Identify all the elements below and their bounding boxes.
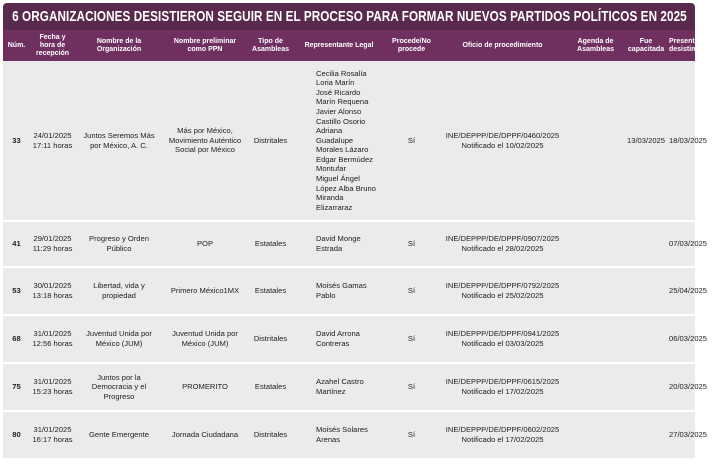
- cell-nombre-ppn: Más por México, Movimiento Auténtico Social por México: [163, 61, 247, 221]
- col-header-representante: Representante Legal: [294, 30, 384, 61]
- cell-procede: Sí: [384, 221, 439, 267]
- cell-organizacion: Juntos por la Democracia y el Progreso: [75, 363, 163, 411]
- cell-representante: [294, 221, 384, 267]
- cell-capacitada: 13/03/2025: [625, 61, 667, 221]
- fecha-time: 12:56 horas: [32, 339, 73, 348]
- cell-nombre-ppn: PROMERITO: [163, 363, 247, 411]
- fecha-time: 16:17 horas: [32, 435, 73, 444]
- cell-tipo: Estatales: [247, 363, 294, 411]
- oficio-number: INE/DEPPP/DE/DPPF/0792/2025: [445, 281, 560, 291]
- cell-representante: [294, 267, 384, 315]
- col-header-agenda: Agenda de Asambleas: [566, 30, 625, 61]
- representante-line: Pablo: [316, 291, 336, 300]
- oficio-notificado: Notificado el 17/02/2025: [461, 435, 544, 444]
- oficio-number: INE/DEPPP/DE/DPPF/0907/2025: [445, 234, 560, 244]
- oficio-notificado: Notificado el 28/02/2025: [461, 244, 544, 253]
- cell-tipo: Estatales: [247, 267, 294, 315]
- col-header-procede: Procede/No procede: [384, 30, 439, 61]
- cell-agenda: [566, 221, 625, 267]
- cell-oficio: [439, 267, 566, 315]
- oficio-notificado: Notificado el 17/02/2025: [461, 387, 544, 396]
- cell-agenda: [566, 411, 625, 459]
- cell-agenda: [566, 267, 625, 315]
- cell-oficio: [439, 363, 566, 411]
- col-header-organizacion: Nombre de la Organización: [75, 30, 163, 61]
- table-row: [3, 363, 695, 411]
- col-header-nombre-ppn: Nombre preliminar como PPN: [163, 30, 247, 61]
- fecha-date: 31/01/2025: [33, 329, 72, 339]
- cell-procede: Sí: [384, 315, 439, 363]
- cell-desistimiento: 06/03/2025: [667, 315, 695, 363]
- cell-desistimiento: 25/04/2025: [667, 267, 695, 315]
- col-header-capacitada: Fue capacitada: [625, 30, 667, 61]
- table-row: [3, 315, 695, 363]
- table-row: [3, 411, 695, 459]
- cell-fecha: [30, 61, 75, 221]
- cell-representante: [294, 411, 384, 459]
- representante-line: Montufar: [316, 164, 346, 174]
- fecha-date: 29/01/2025: [33, 234, 72, 244]
- cell-nombre-ppn: POP: [163, 221, 247, 267]
- document-frame: [3, 3, 714, 460]
- cell-oficio: [439, 221, 566, 267]
- representante-line: Moisés Gamas: [316, 281, 367, 291]
- cell-fecha: [30, 411, 75, 459]
- col-header-num: Núm.: [3, 30, 30, 61]
- representante-line: Contreras: [316, 339, 350, 348]
- representante-line: Miranda: [316, 193, 344, 203]
- representante-line: Martínez: [316, 387, 346, 396]
- representante-line: Javier Alonso: [316, 106, 362, 116]
- cell-oficio: [439, 315, 566, 363]
- cell-organizacion: Progreso y Orden Público: [75, 221, 163, 267]
- oficio-notificado: Notificado el 03/03/2025: [461, 339, 544, 348]
- representante-line: Castillo Osorio: [316, 116, 366, 126]
- table-row: [3, 221, 695, 267]
- oficio-notificado: Notificado el 25/02/2025: [461, 291, 544, 300]
- oficio-number: INE/DEPPP/DE/DPPF/0460/2025: [445, 130, 560, 140]
- cell-fecha: [30, 315, 75, 363]
- fecha-date: 31/01/2025: [33, 377, 72, 387]
- organizations-table: [3, 30, 714, 460]
- representante-line: Azahel Castro: [316, 377, 364, 387]
- cell-agenda: [566, 61, 625, 221]
- cell-num: 75: [3, 363, 30, 411]
- representante-line: Moisés Solares: [316, 425, 368, 435]
- col-header-desistimiento: Presentó desistimiento: [667, 30, 695, 61]
- cell-desistimiento: 20/03/2025: [667, 363, 695, 411]
- fecha-time: 11:29 horas: [32, 244, 73, 253]
- cell-num: 33: [3, 61, 30, 221]
- cell-num: 80: [3, 411, 30, 459]
- representante-line: Elizarraraz: [316, 202, 353, 212]
- representante-line: David Arrona: [316, 329, 360, 339]
- representante-line: David Monge: [316, 234, 361, 244]
- representante-line: Loria Marín: [316, 78, 355, 88]
- cell-organizacion: Juntos Seremos Más por México, A. C.: [75, 61, 163, 221]
- cell-nombre-ppn: Juventud Unida por México (JUM): [163, 315, 247, 363]
- oficio-number: INE/DEPPP/DE/DPPF/0602/2025: [445, 425, 560, 435]
- fecha-time: 17:11 horas: [32, 140, 73, 150]
- cell-procede: Sí: [384, 61, 439, 221]
- cell-representante: [294, 363, 384, 411]
- cell-tipo: Distritales: [247, 411, 294, 459]
- cell-organizacion: Libertad, vida y propiedad: [75, 267, 163, 315]
- cell-num: 53: [3, 267, 30, 315]
- representante-line: Guadalupe: [316, 135, 354, 145]
- representante-line: Arenas: [316, 435, 341, 444]
- cell-organizacion: Gente Emergente: [75, 411, 163, 459]
- cell-procede: Sí: [384, 267, 439, 315]
- oficio-notificado: Notificado el 10/02/2025: [461, 140, 544, 150]
- col-header-oficio: Oficio de procedimiento: [439, 30, 566, 61]
- cell-capacitada: [625, 267, 667, 315]
- col-header-tipo: Tipo de Asambleas: [247, 30, 294, 61]
- oficio-number: INE/DEPPP/DE/DPPF/0615/2025: [445, 377, 560, 387]
- cell-desistimiento: 18/03/2025: [667, 61, 695, 221]
- cell-organizacion: Juventud Unida por México (JUM): [75, 315, 163, 363]
- cell-agenda: [566, 315, 625, 363]
- cell-capacitada: [625, 221, 667, 267]
- cell-desistimiento: 07/03/2025: [667, 221, 695, 267]
- cell-procede: Sí: [384, 363, 439, 411]
- representante-line: López Alba Bruno: [316, 183, 376, 193]
- representante-line: Edgar Bermúdez: [316, 154, 373, 164]
- representante-line: Miguel Ángel: [316, 174, 360, 184]
- cell-nombre-ppn: Jornada Ciudadana: [163, 411, 247, 459]
- cell-representante: [294, 61, 384, 221]
- table-row: [3, 61, 695, 221]
- oficio-number: INE/DEPPP/DE/DPPF/0941/2025: [445, 329, 560, 339]
- fecha-date: 31/01/2025: [33, 425, 72, 435]
- table-row: [3, 267, 695, 315]
- fecha-time: 13:18 horas: [32, 291, 73, 300]
- table-header: [3, 30, 714, 61]
- fecha-time: 15:23 horas: [32, 387, 73, 396]
- cell-nombre-ppn: Primero México1MX: [163, 267, 247, 315]
- cell-fecha: [30, 267, 75, 315]
- representante-line: Morales Lázaro: [316, 145, 369, 155]
- cell-capacitada: [625, 315, 667, 363]
- cell-num: 68: [3, 315, 30, 363]
- cell-tipo: Distritales: [247, 315, 294, 363]
- cell-oficio: [439, 61, 566, 221]
- representante-line: Marín Requena: [316, 97, 369, 107]
- cell-desistimiento: 27/03/2025: [667, 411, 695, 459]
- col-header-fecha: Fecha y hora de recepción: [30, 30, 75, 61]
- cell-fecha: [30, 221, 75, 267]
- fecha-date: 24/01/2025: [33, 130, 72, 140]
- cell-tipo: Distritales: [247, 61, 294, 221]
- table-body: [3, 61, 708, 459]
- cell-fecha: [30, 363, 75, 411]
- cell-num: 41: [3, 221, 30, 267]
- cell-procede: Sí: [384, 411, 439, 459]
- representante-line: Cecilia Rosalía: [316, 68, 367, 78]
- representante-line: Adriana: [316, 126, 343, 136]
- cell-agenda: [566, 363, 625, 411]
- representante-line: Estrada: [316, 244, 343, 253]
- cell-oficio: [439, 411, 566, 459]
- page-title: 6 ORGANIZACIONES DESISTIERON SEGUIR EN EL PROCESO PARA FORMAR NUEVOS PARTIDOS POLÍTICOS EN 2025: [3, 3, 695, 30]
- cell-capacitada: [625, 411, 667, 459]
- cell-tipo: Estatales: [247, 221, 294, 267]
- representante-line: José Ricardo: [316, 87, 361, 97]
- fecha-date: 30/01/2025: [33, 281, 72, 291]
- cell-representante: [294, 315, 384, 363]
- cell-capacitada: [625, 363, 667, 411]
